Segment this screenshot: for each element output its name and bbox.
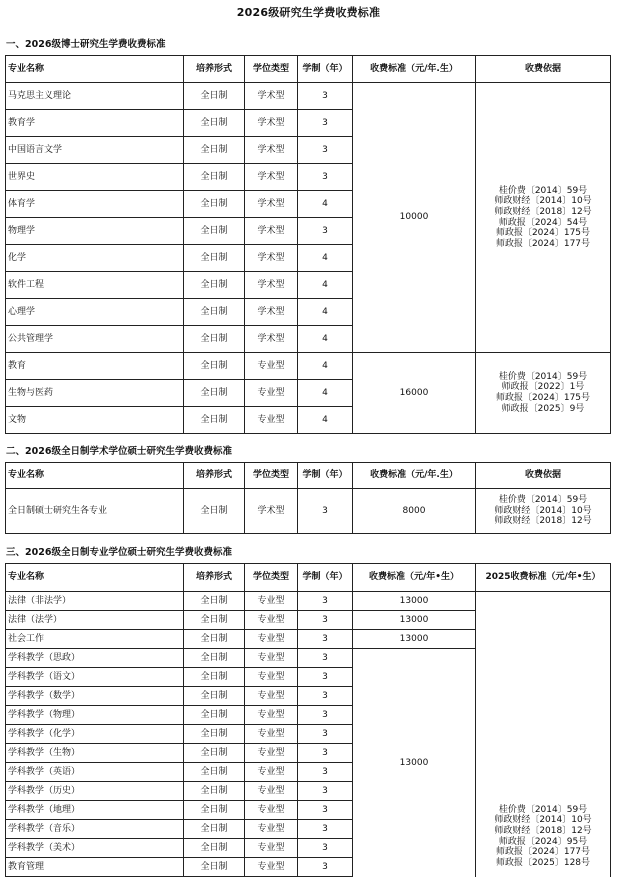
fee-cell: 8000 [353, 489, 476, 534]
basis-cell [476, 592, 611, 877]
mode-cell: 全日制 [184, 83, 245, 110]
basis-line: 师政报〔2024〕177号 [495, 238, 591, 249]
years-cell: 3 [298, 218, 353, 245]
table-row [6, 489, 611, 534]
degree-cell: 专业型 [245, 353, 298, 380]
mode-cell: 全日制 [184, 380, 245, 407]
basis-line: 师政报〔2022〕1号 [501, 382, 585, 393]
table-row [6, 592, 611, 611]
degree-cell: 专业型 [245, 763, 298, 782]
years-cell: 4 [298, 272, 353, 299]
degree-cell: 学术型 [245, 489, 298, 534]
major-cell: 法律（非法学） [6, 592, 184, 611]
degree-cell: 专业型 [245, 687, 298, 706]
table-header-row [6, 463, 611, 489]
mode-cell: 全日制 [184, 191, 245, 218]
major-cell: 全日制硕士研究生各专业 [6, 489, 184, 534]
years-cell: 4 [298, 299, 353, 326]
degree-cell: 学术型 [245, 137, 298, 164]
basis-line: 师政财经〔2018〕12号 [494, 516, 592, 527]
major-cell: 学科教学（数学） [6, 687, 184, 706]
header-fee: 收费标准（元/年.生） [353, 56, 476, 83]
years-cell: 3 [298, 725, 353, 744]
basis-cell [476, 83, 611, 353]
major-cell: 学科教学（英语） [6, 763, 184, 782]
basis-line: 师政财经〔2018〕12号 [494, 826, 592, 837]
degree-cell: 专业型 [245, 668, 298, 687]
basis-line: 师政报〔2024〕177号 [495, 847, 591, 858]
mode-cell: 全日制 [184, 137, 245, 164]
major-cell: 学科教学（思政） [6, 649, 184, 668]
basis-cell [476, 489, 611, 534]
mode-cell: 全日制 [184, 725, 245, 744]
degree-cell: 专业型 [245, 407, 298, 434]
major-cell: 化学 [6, 245, 184, 272]
years-cell: 3 [298, 630, 353, 649]
major-cell: 学科教学（化学） [6, 725, 184, 744]
degree-cell: 专业型 [245, 744, 298, 763]
mode-cell: 全日制 [184, 299, 245, 326]
degree-cell: 专业型 [245, 592, 298, 611]
major-cell: 学科教学（音乐） [6, 820, 184, 839]
basis-line: 师政财经〔2018〕12号 [494, 206, 592, 217]
major-cell: 生物与医药 [6, 380, 184, 407]
mode-cell: 全日制 [184, 744, 245, 763]
degree-cell: 学术型 [245, 110, 298, 137]
years-cell: 3 [298, 611, 353, 630]
major-cell: 世界史 [6, 164, 184, 191]
major-cell: 学科教学（物理） [6, 706, 184, 725]
mode-cell: 全日制 [184, 649, 245, 668]
years-cell: 3 [298, 820, 353, 839]
years-cell: 3 [298, 782, 353, 801]
page-title: 2026级研究生学费收费标准 [236, 6, 381, 19]
basis-line: 师政报〔2024〕175号 [495, 393, 591, 403]
basis-cell [476, 353, 611, 434]
table-row [6, 83, 611, 110]
years-cell: 3 [298, 110, 353, 137]
major-cell: 社会工作 [6, 630, 184, 649]
academic-master-fee-table [5, 462, 611, 534]
degree-cell: 学术型 [245, 191, 298, 218]
major-cell: 学科教学（美术） [6, 839, 184, 858]
header-degree: 学位类型 [245, 564, 298, 592]
major-cell: 学科教学（历史） [6, 782, 184, 801]
degree-cell: 学术型 [245, 218, 298, 245]
fee-cell: 16000 [353, 353, 476, 434]
basis-line: 桂价费〔2014〕59号 [498, 495, 588, 506]
basis-line: 桂价费〔2014〕59号 [498, 804, 588, 815]
major-cell: 学科教学（地理） [6, 801, 184, 820]
mode-cell: 全日制 [184, 630, 245, 649]
years-cell: 4 [298, 191, 353, 218]
major-cell: 学科教学（生物） [6, 744, 184, 763]
mode-cell: 全日制 [184, 839, 245, 858]
degree-cell: 专业型 [245, 380, 298, 407]
mode-cell: 全日制 [184, 801, 245, 820]
degree-cell: 专业型 [245, 782, 298, 801]
header-years: 学制（年） [298, 56, 353, 83]
header-degree: 学位类型 [245, 56, 298, 83]
fee-cell: 13000 [353, 611, 476, 630]
major-cell: 法律（法学） [6, 611, 184, 630]
professional-master-fee-table [5, 563, 611, 877]
major-cell: 教育学 [6, 110, 184, 137]
mode-cell: 全日制 [184, 687, 245, 706]
header-mode: 培养形式 [184, 56, 245, 83]
header-years: 学制（年） [298, 463, 353, 489]
years-cell: 4 [298, 245, 353, 272]
mode-cell: 全日制 [184, 611, 245, 630]
degree-cell: 专业型 [245, 801, 298, 820]
degree-cell: 专业型 [245, 820, 298, 839]
mode-cell: 全日制 [184, 592, 245, 611]
years-cell: 4 [298, 380, 353, 407]
header-fee: 收费标准（元/年•生） [353, 564, 476, 592]
major-cell: 心理学 [6, 299, 184, 326]
years-cell: 3 [298, 137, 353, 164]
table-row [6, 353, 611, 380]
doctoral-fee-table [5, 55, 611, 434]
section-3-heading: 三、2026级全日制专业学位硕士研究生学费收费标准 [6, 547, 232, 558]
major-cell: 公共管理学 [6, 326, 184, 353]
years-cell: 3 [298, 687, 353, 706]
fee-cell: 13000 [353, 630, 476, 649]
years-cell: 3 [298, 801, 353, 820]
degree-cell: 专业型 [245, 649, 298, 668]
major-cell: 中国语言文学 [6, 137, 184, 164]
years-cell: 4 [298, 326, 353, 353]
years-cell: 4 [298, 407, 353, 434]
mode-cell: 全日制 [184, 489, 245, 534]
degree-cell: 学术型 [245, 164, 298, 191]
basis-line: 师政报〔2025〕9号 [501, 403, 585, 414]
basis-line: 桂价费〔2014〕59号 [498, 371, 588, 382]
years-cell: 3 [298, 839, 353, 858]
header-mode: 培养形式 [184, 564, 245, 592]
years-cell: 3 [298, 763, 353, 782]
mode-cell: 全日制 [184, 763, 245, 782]
degree-cell: 专业型 [245, 725, 298, 744]
header-major: 专业名称 [6, 463, 184, 489]
mode-cell: 全日制 [184, 820, 245, 839]
degree-cell: 专业型 [245, 611, 298, 630]
header-major: 专业名称 [6, 564, 184, 592]
mode-cell: 全日制 [184, 858, 245, 877]
degree-cell: 学术型 [245, 272, 298, 299]
major-cell: 软件工程 [6, 272, 184, 299]
header-basis: 收费依据 [476, 463, 611, 489]
header-degree: 学位类型 [245, 463, 298, 489]
fee-cell: 10000 [353, 83, 476, 353]
section-1-heading: 一、2026级博士研究生学费收费标准 [6, 39, 166, 50]
section-2-heading: 二、2026级全日制学术学位硕士研究生学费收费标准 [6, 446, 232, 457]
table-header-row [6, 564, 611, 592]
degree-cell: 学术型 [245, 245, 298, 272]
basis-line: 师政报〔2024〕175号 [495, 228, 591, 239]
table-header-row [6, 56, 611, 83]
mode-cell: 全日制 [184, 668, 245, 687]
basis-line: 师政财经〔2014〕10号 [494, 505, 592, 516]
fee-cell: 13000 [353, 649, 476, 877]
basis-line: 师政报〔2024〕95号 [498, 836, 588, 847]
mode-cell: 全日制 [184, 245, 245, 272]
header-fee: 收费标准（元/年.生） [353, 463, 476, 489]
years-cell: 3 [298, 706, 353, 725]
mode-cell: 全日制 [184, 326, 245, 353]
mode-cell: 全日制 [184, 110, 245, 137]
basis-line: 师政财经〔2014〕10号 [494, 196, 592, 207]
major-cell: 马克思主义理论 [6, 83, 184, 110]
major-cell: 物理学 [6, 218, 184, 245]
fee-cell: 13000 [353, 592, 476, 611]
header-basis: 收费依据 [476, 56, 611, 83]
basis-line: 桂价费〔2014〕59号 [498, 185, 588, 196]
years-cell: 3 [298, 668, 353, 687]
major-cell: 学科教学（语文） [6, 668, 184, 687]
mode-cell: 全日制 [184, 782, 245, 801]
years-cell: 3 [298, 83, 353, 110]
years-cell: 3 [298, 744, 353, 763]
years-cell: 3 [298, 164, 353, 191]
header-major: 专业名称 [6, 56, 184, 83]
degree-cell: 学术型 [245, 83, 298, 110]
header-years: 学制（年） [298, 564, 353, 592]
years-cell: 3 [298, 649, 353, 668]
major-cell: 教育 [6, 353, 184, 380]
degree-cell: 专业型 [245, 630, 298, 649]
degree-cell: 学术型 [245, 326, 298, 353]
mode-cell: 全日制 [184, 218, 245, 245]
basis-line: 师政财经〔2014〕10号 [494, 815, 592, 826]
years-cell: 3 [298, 592, 353, 611]
header-prev-fee: 2025收费标准（元/年•生） [476, 564, 611, 592]
years-cell: 3 [298, 489, 353, 534]
mode-cell: 全日制 [184, 706, 245, 725]
mode-cell: 全日制 [184, 164, 245, 191]
mode-cell: 全日制 [184, 272, 245, 299]
mode-cell: 全日制 [184, 353, 245, 380]
degree-cell: 专业型 [245, 839, 298, 858]
degree-cell: 学术型 [245, 299, 298, 326]
basis-line: 师政报〔2024〕54号 [498, 217, 588, 228]
years-cell: 4 [298, 353, 353, 380]
header-mode: 培养形式 [184, 463, 245, 489]
major-cell: 文物 [6, 407, 184, 434]
years-cell: 3 [298, 858, 353, 877]
mode-cell: 全日制 [184, 407, 245, 434]
major-cell: 体育学 [6, 191, 184, 218]
degree-cell: 专业型 [245, 858, 298, 877]
basis-line: 师政报〔2025〕128号 [495, 857, 591, 868]
degree-cell: 专业型 [245, 706, 298, 725]
major-cell: 教育管理 [6, 858, 184, 877]
